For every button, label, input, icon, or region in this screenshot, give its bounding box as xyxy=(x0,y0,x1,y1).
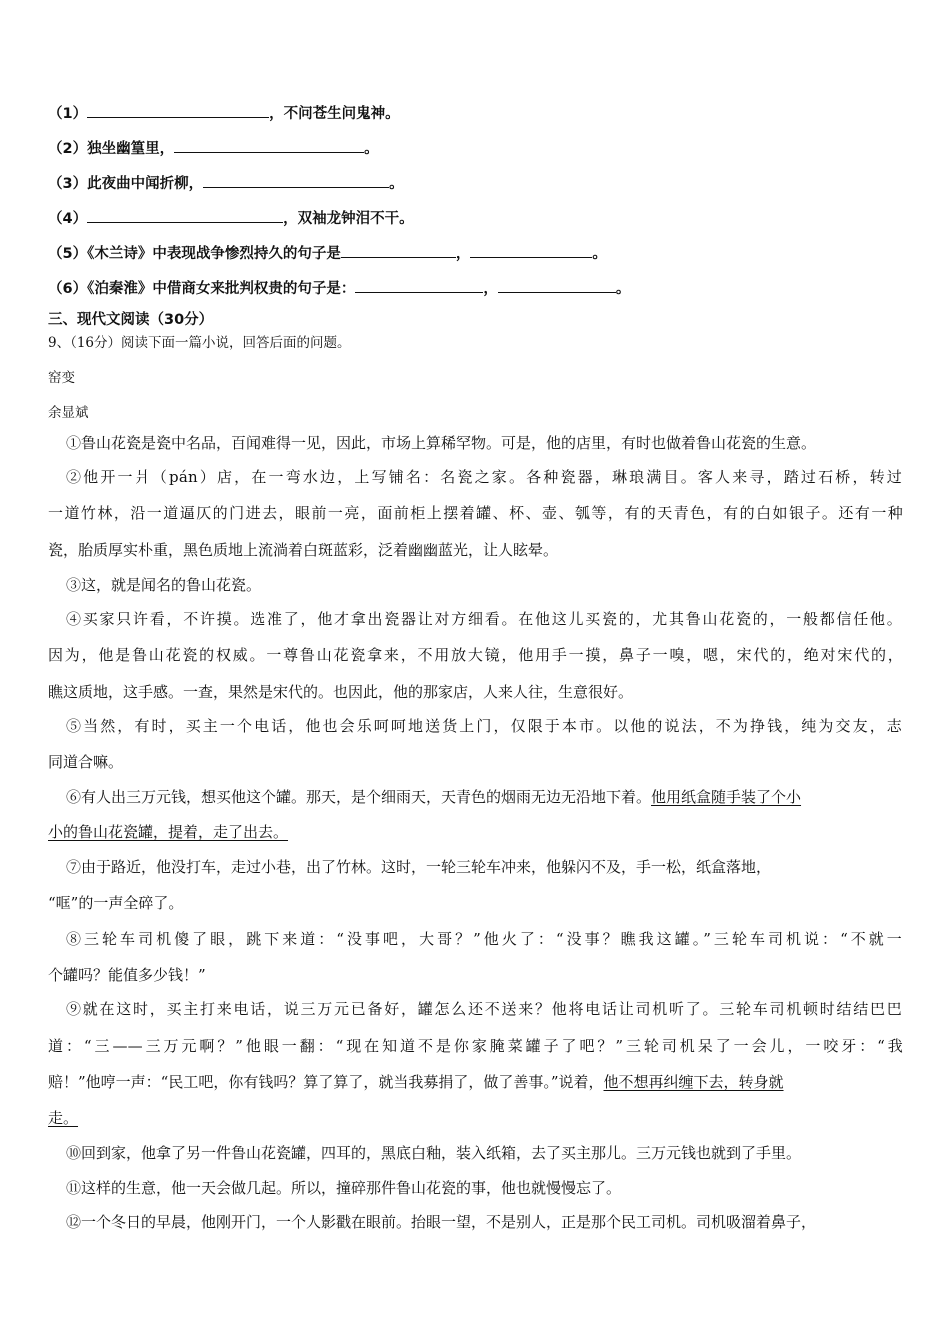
paragraph-9-underlined: 他不想再纠缠下去，转身就 xyxy=(603,1073,784,1091)
q5-blank-2[interactable] xyxy=(470,243,592,258)
paragraph-4-line-2: 因为，他是鲁山花瓷的权威。一尊鲁山花瓷拿来，不用放大镜，他用手一摸，鼻子一嗅，嗯，宋代的，绝对宋代的， xyxy=(48,646,903,664)
q1-tail: ，不问苍生问鬼神。 xyxy=(269,106,400,122)
q6-head: （6）《泊秦淮》中借商女来批判权贵的句子是： xyxy=(48,281,356,297)
fill-in-q5 xyxy=(48,243,607,264)
q4-blank[interactable] xyxy=(87,208,283,223)
q5-mid: ， xyxy=(455,246,471,262)
paragraph-4-line-3: 瞧这质地，这手感。一查，果然是宋代的。也因此，他的那家店，人来人往，生意很好。 xyxy=(48,683,634,701)
paragraph-6-underlined: 他用纸盒随手装了个小 xyxy=(651,788,802,806)
paragraph-9-line-4: 走。 xyxy=(48,1109,79,1127)
paragraph-2-line-2: 一道竹林，沿一道逼仄的门进去，眼前一亮，面前柜上摆着罐、杯、壶、瓠等，有的天青色，有的白如银子。还有一种 xyxy=(48,504,903,522)
paragraph-7-line-2: “哐”的一声全碎了。 xyxy=(48,894,184,912)
paragraph-7-line-1: ⑦由于路近，他没打车，走过小巷，出了竹林。这时，一轮三轮车冲来，他躲闪不及，手一松，纸盒落地， xyxy=(66,858,772,876)
q5-blank-1[interactable] xyxy=(341,243,456,258)
fill-in-q1 xyxy=(48,103,400,124)
q2-blank[interactable] xyxy=(174,138,364,153)
paragraph-2-line-3: 瓷，胎质厚实朴重，黑色质地上流淌着白斑蓝彩，泛着幽幽蓝光，让人眩晕。 xyxy=(48,541,559,559)
q5-head: （5）《木兰诗》中表现战争惨烈持久的句子是 xyxy=(48,246,341,262)
paragraph-10: ⑩回到家，他拿了另一件鲁山花瓷罐，四耳的，黑底白釉，装入纸箱，去了买主那儿。三万元钱也就到了手里。 xyxy=(66,1144,802,1162)
fill-in-q4 xyxy=(48,208,414,229)
q1-blank[interactable] xyxy=(87,103,269,118)
q1-number: （1） xyxy=(48,106,88,122)
paragraph-6-text: ⑥有人出三万元钱，想买他这个罐。那天，是个细雨天，天青色的烟雨无边无沿地下着。 xyxy=(66,788,652,806)
q4-tail: ，双袖龙钟泪不干。 xyxy=(283,211,414,227)
q3-head: （3）此夜曲中闻折柳， xyxy=(48,176,204,192)
q3-blank[interactable] xyxy=(203,173,389,188)
fill-in-q6 xyxy=(48,278,630,299)
section-title: 三、现代文阅读（30分） xyxy=(48,312,214,328)
question-prompt: 9、（16分）阅读下面一篇小说，回答后面的问题。 xyxy=(48,335,351,351)
story-author: 余显斌 xyxy=(48,405,89,421)
q4-number: （4） xyxy=(48,211,88,227)
paragraph-4-line-1: ④买家只许看，不许摸。选准了，他才拿出瓷器让对方细看。在他这儿买瓷的，尤其鲁山花瓷的，一般都信任他。 xyxy=(66,610,902,628)
paragraph-3: ③这，就是闻名的鲁山花瓷。 xyxy=(66,576,262,594)
q6-mid: ， xyxy=(483,281,498,297)
paragraph-8-line-2: 个罐吗？能值多少钱！” xyxy=(48,966,206,984)
q6-tail: 。 xyxy=(615,281,631,297)
q3-tail: 。 xyxy=(389,176,404,192)
paragraph-2-line-1: ②他开一爿（pán）店，在一弯水边，上写铺名：名瓷之家。各种瓷器，琳琅满目。客人来寻，踏过石桥，转过 xyxy=(66,468,902,486)
paragraph-9-line-1: ⑨就在这时，买主打来电话，说三万元已备好，罐怎么还不送来？他将电话让司机听了。三轮车司机顿时结结巴巴 xyxy=(66,1000,902,1018)
q2-head: （2）独坐幽篁里， xyxy=(48,141,175,157)
q6-blank-2[interactable] xyxy=(498,278,616,293)
fill-in-q2 xyxy=(48,138,379,159)
paragraph-9-text: 赔！”他哼一声：“民工吧，你有钱吗？算了算了，就当我募捐了，做了善事。”说着， xyxy=(48,1073,604,1091)
q6-blank-1[interactable] xyxy=(355,278,483,293)
paragraph-12: ⑫一个冬日的早晨，他刚开门，一个人影戳在眼前。抬眼一望，不是别人，正是那个民工司机。司机吸溜着鼻子， xyxy=(66,1213,817,1231)
paragraph-6-line-2: 小的鲁山花瓷罐，提着，走了出去。 xyxy=(48,823,289,841)
paragraph-11: ⑪这样的生意，他一天会做几起。所以，撞碎那件鲁山花瓷的事，他也就慢慢忘了。 xyxy=(66,1179,622,1197)
paragraph-5-line-1: ⑤当然，有时，买主一个电话，他也会乐呵呵地送货上门，仅限于本市。以他的说法，不为挣钱，纯为交友，志 xyxy=(66,717,902,735)
paragraph-9-line-3 xyxy=(48,1072,784,1092)
paragraph-8-line-1: ⑧三轮车司机傻了眼，跳下来道：“没事吧，大哥？”他火了：“没事？瞧我这罐。”三轮车司机说：“不就一 xyxy=(66,930,902,948)
q5-tail: 。 xyxy=(592,246,607,262)
paragraph-9-line-2: 道：“三——三万元啊？”他眼一翻：“现在知道不是你家腌菜罐子了吧？”三轮司机呆了一会儿，一咬牙：“我 xyxy=(48,1037,903,1055)
story-title: 窑变 xyxy=(48,370,75,386)
q2-tail: 。 xyxy=(364,141,379,157)
paragraph-5-line-2: 同道合嘛。 xyxy=(48,753,124,771)
paragraph-6-line-1 xyxy=(66,787,801,807)
fill-in-q3 xyxy=(48,173,404,194)
paragraph-1: ①鲁山花瓷是瓷中名品，百闻难得一见，因此，市场上算稀罕物。可是，他的店里，有时也做着鲁山花瓷的生意。 xyxy=(66,434,817,452)
